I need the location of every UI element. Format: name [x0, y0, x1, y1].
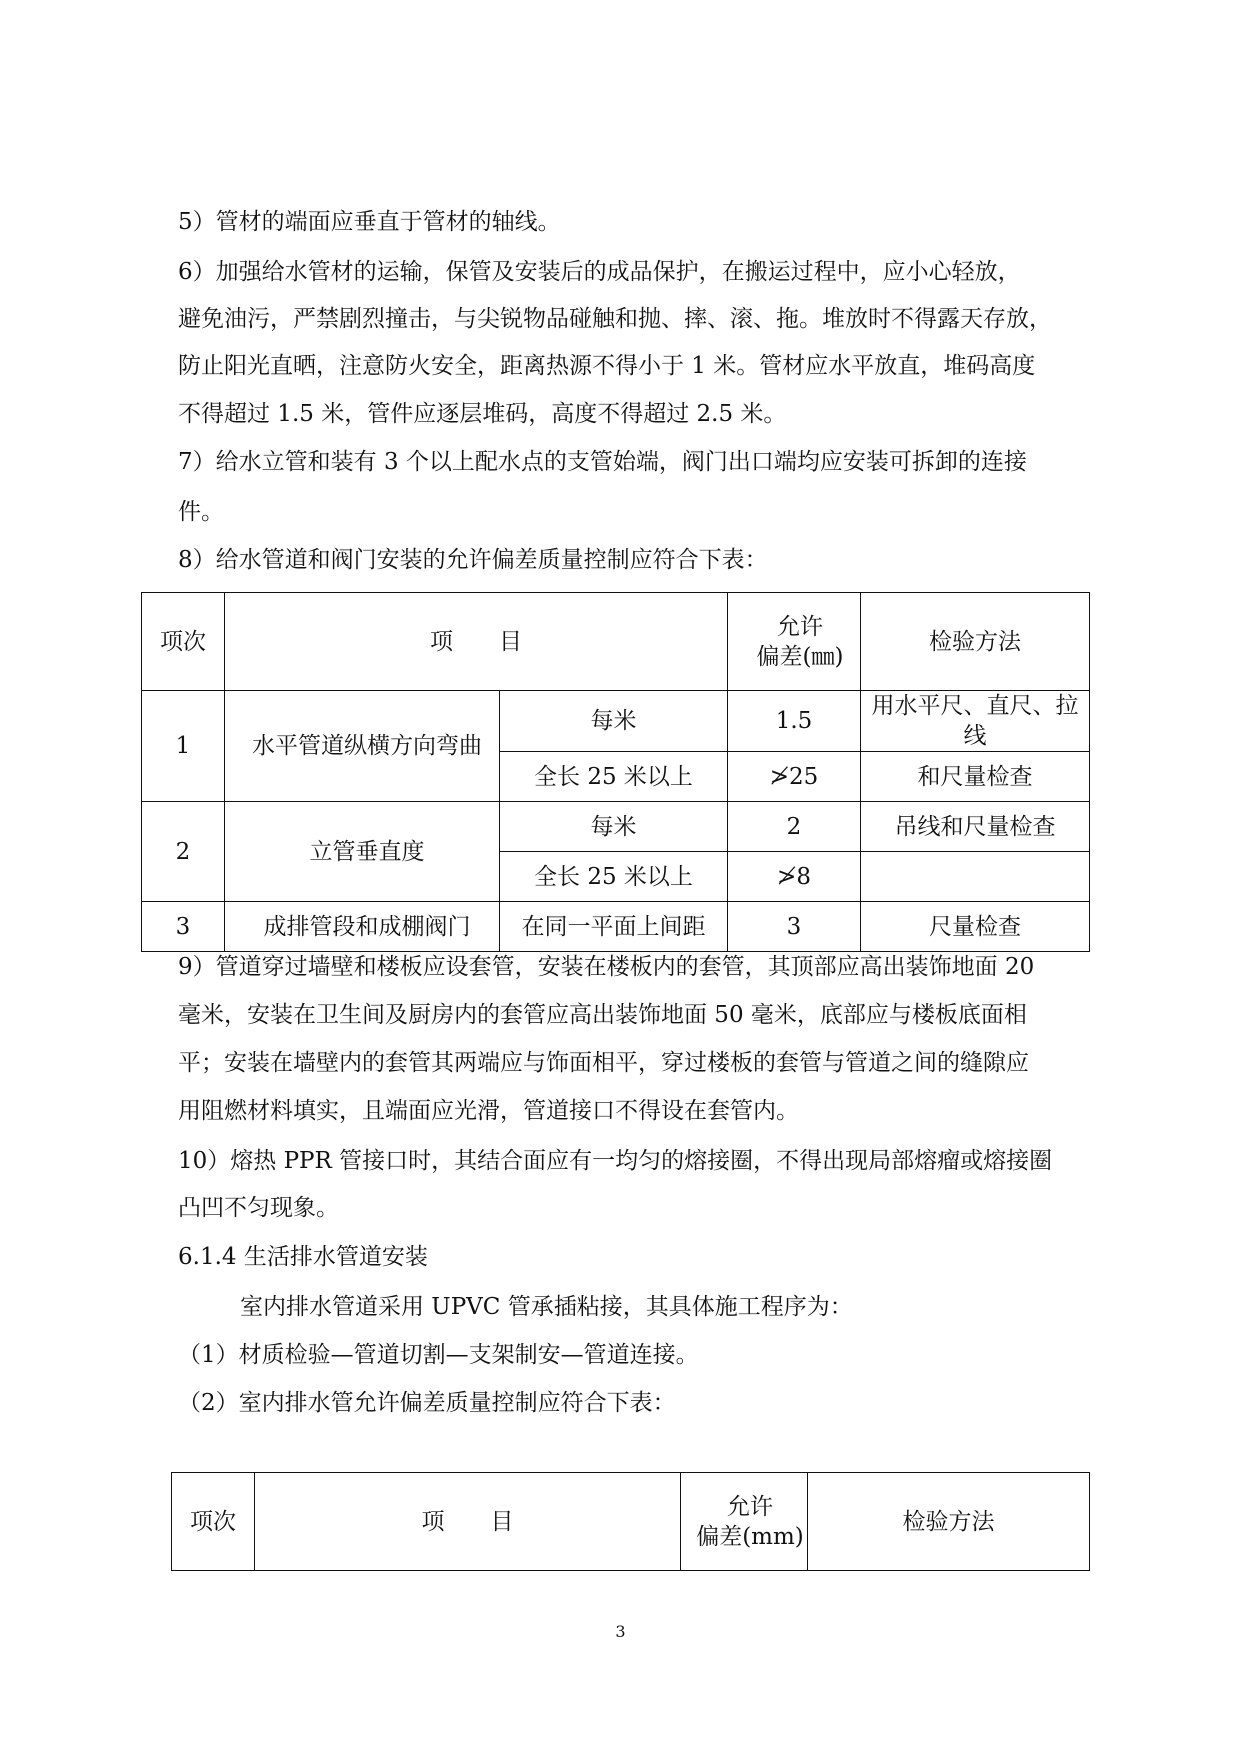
- row-subitem: 全长 25 米以上: [500, 752, 728, 802]
- row-subitem: 在同一平面上间距: [500, 902, 728, 952]
- row-value: ≯25: [728, 752, 861, 802]
- paragraph-item-6-line2: 避免油污，严禁剧烈撞击，与尖锐物品碰触和抛、摔、滚、拖。堆放时不得露天存放，: [178, 306, 1052, 332]
- row-method: 尺量检查: [861, 902, 1090, 952]
- paragraph-item-6-line1: 6）加强给水管材的运输，保管及安装后的成品保护，在搬运过程中，应小心轻放，: [178, 259, 1021, 285]
- paragraph-item-7-line1: 7）给水立管和装有 3 个以上配水点的支管始端，阀门出口端均应安装可拆卸的连接: [178, 449, 1027, 475]
- paragraph-item-9-line3: 平；安装在墙壁内的套管其两端应与饰面相平，穿过楼板的套管与管道之间的缝隙应: [178, 1050, 1029, 1076]
- section-heading-6-1-4: 6.1.4 生活排水管道安装: [178, 1244, 428, 1270]
- row-subitem: 全长 25 米以上: [500, 852, 728, 902]
- paragraph-step-1: （1）材质检验—管道切割—支架制安—管道连接。: [178, 1342, 699, 1368]
- paragraph-step-2: （2）室内排水管允许偏差质量控制应符合下表：: [178, 1390, 676, 1416]
- paragraph-item-7-line2: 件。: [178, 499, 224, 525]
- paragraph-item-9-line4: 用阻燃材料填实，且端面应光滑，管道接口不得设在套管内。: [178, 1098, 799, 1124]
- row-no: 3: [142, 902, 225, 952]
- header-allowance-line1: 允许: [727, 1493, 773, 1520]
- paragraph-item-6-line3: 防止阳光直晒，注意防火安全，距离热源不得小于 1 米。管材应水平放直，堆码高度: [178, 353, 1036, 379]
- paragraph-item-10-line1: 10）熔热 PPR 管接口时，其结合面应有一均匀的熔接圈，不得出现局部熔瘤或熔接圈: [178, 1148, 1053, 1174]
- row-item: 立管垂直度: [225, 802, 500, 902]
- header-method: 检验方法: [861, 593, 1090, 691]
- header-item: 项 目: [225, 593, 728, 691]
- header-allowance-line1: 允许: [777, 613, 823, 640]
- row-subitem: 每米: [500, 691, 728, 752]
- row-method: 吊线和尺量检查: [861, 802, 1090, 852]
- paragraph-drainage-intro: 室内排水管道采用 UPVC 管承插粘接，其具体施工程序为：: [240, 1294, 853, 1320]
- row-value: 1.5: [728, 691, 861, 752]
- header-allowance: [728, 593, 861, 691]
- row-no: 1: [142, 691, 225, 802]
- header-method: 检验方法: [808, 1473, 1090, 1571]
- table-header-row: [172, 1473, 1090, 1571]
- paragraph-item-5: 5）管材的端面应垂直于管材的轴线。: [178, 209, 561, 235]
- paragraph-item-9-line1: 9）管道穿过墙壁和楼板应设套管，安装在楼板内的套管，其顶部应高出装饰地面 20: [178, 954, 1035, 980]
- paragraph-item-9-line2: 毫米，安装在卫生间及厨房内的套管应高出装饰地面 50 毫米，底部应与楼板底面相: [178, 1002, 1027, 1028]
- header-allowance: [681, 1473, 808, 1571]
- paragraph-item-10-line2: 凸凹不匀现象。: [178, 1195, 339, 1221]
- row-value: 2: [728, 802, 861, 852]
- row-method: [861, 852, 1090, 902]
- table-row: [142, 902, 1090, 952]
- header-no: 项次: [172, 1473, 255, 1571]
- table-header-row: [142, 593, 1090, 691]
- row-value: ≯8: [728, 852, 861, 902]
- row-value: 3: [728, 902, 861, 952]
- row-method: 和尺量检查: [861, 752, 1090, 802]
- tolerance-table-water-supply: [141, 592, 1090, 952]
- row-subitem: 每米: [500, 802, 728, 852]
- paragraph-item-8: 8）给水管道和阀门安装的允许偏差质量控制应符合下表：: [178, 547, 768, 573]
- header-no: 项次: [142, 593, 225, 691]
- row-no: 2: [142, 802, 225, 902]
- table-row: [142, 691, 1090, 752]
- row-item: 水平管道纵横方向弯曲: [225, 691, 500, 802]
- header-allowance-line2: 偏差(mm): [696, 1523, 804, 1550]
- row-item: 成排管段和成棚阀门: [225, 902, 500, 952]
- tolerance-table-drainage: [171, 1472, 1090, 1571]
- header-allowance-line2: 偏差(㎜): [756, 643, 844, 670]
- row-method: 用水平尺、直尺、拉线: [861, 691, 1090, 752]
- page-number: 3: [615, 1622, 626, 1641]
- header-item: 项 目: [255, 1473, 681, 1571]
- paragraph-item-6-line4: 不得超过 1.5 米，管件应逐层堆码，高度不得超过 2.5 米。: [178, 401, 787, 427]
- table-row: [142, 802, 1090, 852]
